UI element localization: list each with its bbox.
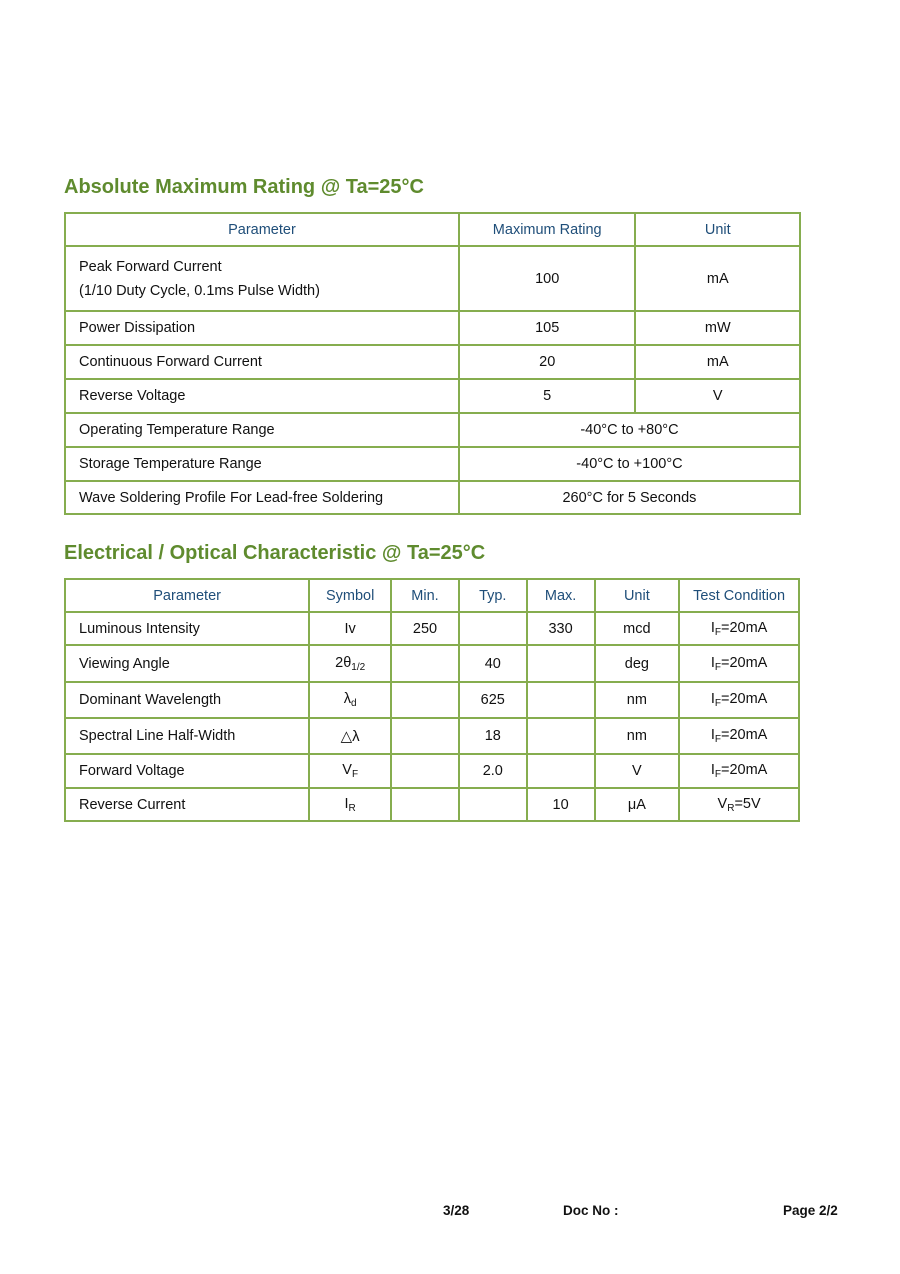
typ-cell: 40 [459, 645, 527, 682]
max-cell [527, 645, 595, 682]
electrical-optical-table [64, 578, 800, 822]
table-row [65, 612, 799, 645]
symbol-main: 2θ [335, 654, 352, 671]
unit-cell: mA [635, 246, 800, 311]
unit-cell: V [635, 379, 800, 413]
table-row [65, 311, 800, 345]
condition-rest: =20mA [721, 727, 768, 743]
typ-cell: 2.0 [459, 754, 527, 788]
symbol-cell [309, 645, 391, 682]
absolute-max-rating-title: Absolute Maximum Rating @ Ta=25°C [64, 176, 424, 198]
header-parameter: Parameter [65, 213, 459, 246]
condition-rest: =20mA [721, 619, 768, 636]
unit-cell: nm [595, 718, 680, 754]
condition-main: I [710, 762, 715, 778]
symbol-sub: 1/2 [351, 661, 366, 673]
condition-main: I [710, 691, 715, 707]
parameter-cell: Dominant Wavelength [65, 682, 309, 718]
symbol-main: I [344, 795, 349, 812]
table-row [65, 754, 799, 788]
min-cell [391, 682, 459, 718]
parameter-cell: Wave Soldering Profile For Lead-free Soldering [65, 481, 459, 514]
typ-cell [459, 788, 527, 821]
parameter-cell: Continuous Forward Current [65, 345, 459, 379]
symbol-cell [309, 754, 391, 788]
min-cell [391, 788, 459, 821]
table-row [65, 379, 800, 413]
min-cell [391, 754, 459, 788]
table-header-row [65, 213, 800, 246]
condition-sub: F [714, 661, 721, 673]
parameter-cell: Reverse Current [65, 788, 309, 821]
symbol-cell [309, 682, 391, 718]
footer-page-number: Page 2/2 [783, 1203, 838, 1218]
test-condition-cell [679, 682, 799, 718]
condition-main: I [710, 654, 715, 671]
test-condition-cell [679, 645, 799, 682]
condition-sub: R [727, 802, 735, 814]
min-cell [391, 645, 459, 682]
value-cell: 105 [459, 311, 636, 345]
header-symbol: Symbol [309, 579, 391, 612]
header-test-condition: Test Condition [679, 579, 799, 612]
condition-main: I [710, 727, 715, 743]
value-cell: -40°C to +80°C [459, 413, 800, 447]
table-row [65, 345, 800, 379]
symbol-sub: F [351, 769, 359, 780]
unit-cell: μA [595, 788, 680, 821]
parameter-line1: Peak Forward Current [79, 258, 222, 275]
parameter-cell: Forward Voltage [65, 754, 309, 788]
unit-cell: mA [635, 345, 800, 379]
condition-main: I [710, 619, 715, 636]
value-cell: 100 [459, 246, 636, 311]
value-cell: -40°C to +100°C [459, 447, 800, 481]
header-unit: Unit [635, 213, 800, 246]
value-cell: 260°C for 5 Seconds [459, 481, 800, 514]
symbol-cell: Iv [309, 612, 391, 645]
footer-doc-no: Doc No : [563, 1203, 619, 1218]
symbol-sub: d [351, 698, 357, 709]
unit-cell: deg [595, 645, 680, 682]
typ-cell [459, 612, 527, 645]
parameter-cell: Viewing Angle [65, 645, 309, 682]
symbol-sub: R [348, 802, 356, 814]
test-condition-cell [679, 612, 799, 645]
condition-main: V [717, 795, 728, 812]
header-typ: Typ. [459, 579, 527, 612]
test-condition-cell [679, 754, 799, 788]
header-parameter: Parameter [65, 579, 309, 612]
parameter-cell: Operating Temperature Range [65, 413, 459, 447]
table-row [65, 447, 800, 481]
unit-cell: mW [635, 311, 800, 345]
min-cell [391, 718, 459, 754]
max-cell [527, 754, 595, 788]
condition-rest: =20mA [721, 691, 768, 707]
symbol-cell [309, 788, 391, 821]
max-cell [527, 718, 595, 754]
condition-sub: F [714, 769, 721, 780]
typ-cell: 625 [459, 682, 527, 718]
condition-sub: F [714, 698, 721, 709]
condition-rest: =20mA [721, 654, 768, 671]
table-header-row [65, 579, 799, 612]
value-cell: 5 [459, 379, 636, 413]
table-row [65, 246, 800, 311]
parameter-cell: Reverse Voltage [65, 379, 459, 413]
unit-cell: nm [595, 682, 680, 718]
electrical-optical-title: Electrical / Optical Characteristic @ Ta=25°C [64, 542, 486, 564]
max-cell: 330 [527, 612, 595, 645]
unit-cell: V [595, 754, 680, 788]
parameter-cell: Power Dissipation [65, 311, 459, 345]
max-cell: 10 [527, 788, 595, 821]
header-max-rating: Maximum Rating [459, 213, 636, 246]
test-condition-cell [679, 718, 799, 754]
condition-sub: F [714, 734, 721, 745]
table-row [65, 645, 799, 682]
header-min: Min. [391, 579, 459, 612]
table-row [65, 682, 799, 718]
condition-sub: F [714, 626, 721, 638]
symbol-main: V [342, 762, 352, 778]
symbol-cell: △λ [309, 718, 391, 754]
min-cell: 250 [391, 612, 459, 645]
value-cell: 20 [459, 345, 636, 379]
table-row [65, 718, 799, 754]
table-row [65, 413, 800, 447]
footer-page-count: 3/28 [443, 1203, 470, 1218]
unit-cell: mcd [595, 612, 680, 645]
typ-cell: 18 [459, 718, 527, 754]
condition-rest: =20mA [721, 762, 768, 778]
parameter-cell [65, 246, 459, 311]
parameter-cell: Storage Temperature Range [65, 447, 459, 481]
max-cell [527, 682, 595, 718]
symbol-main: λ [343, 691, 351, 707]
absolute-max-rating-table [64, 212, 801, 515]
header-max: Max. [527, 579, 595, 612]
test-condition-cell [679, 788, 799, 821]
table-row [65, 788, 799, 821]
header-unit: Unit [595, 579, 680, 612]
condition-rest: =5V [734, 795, 761, 812]
parameter-cell: Spectral Line Half-Width [65, 718, 309, 754]
parameter-line2: (1/10 Duty Cycle, 0.1ms Pulse Width) [79, 282, 320, 299]
parameter-cell: Luminous Intensity [65, 612, 309, 645]
table-row [65, 481, 800, 514]
